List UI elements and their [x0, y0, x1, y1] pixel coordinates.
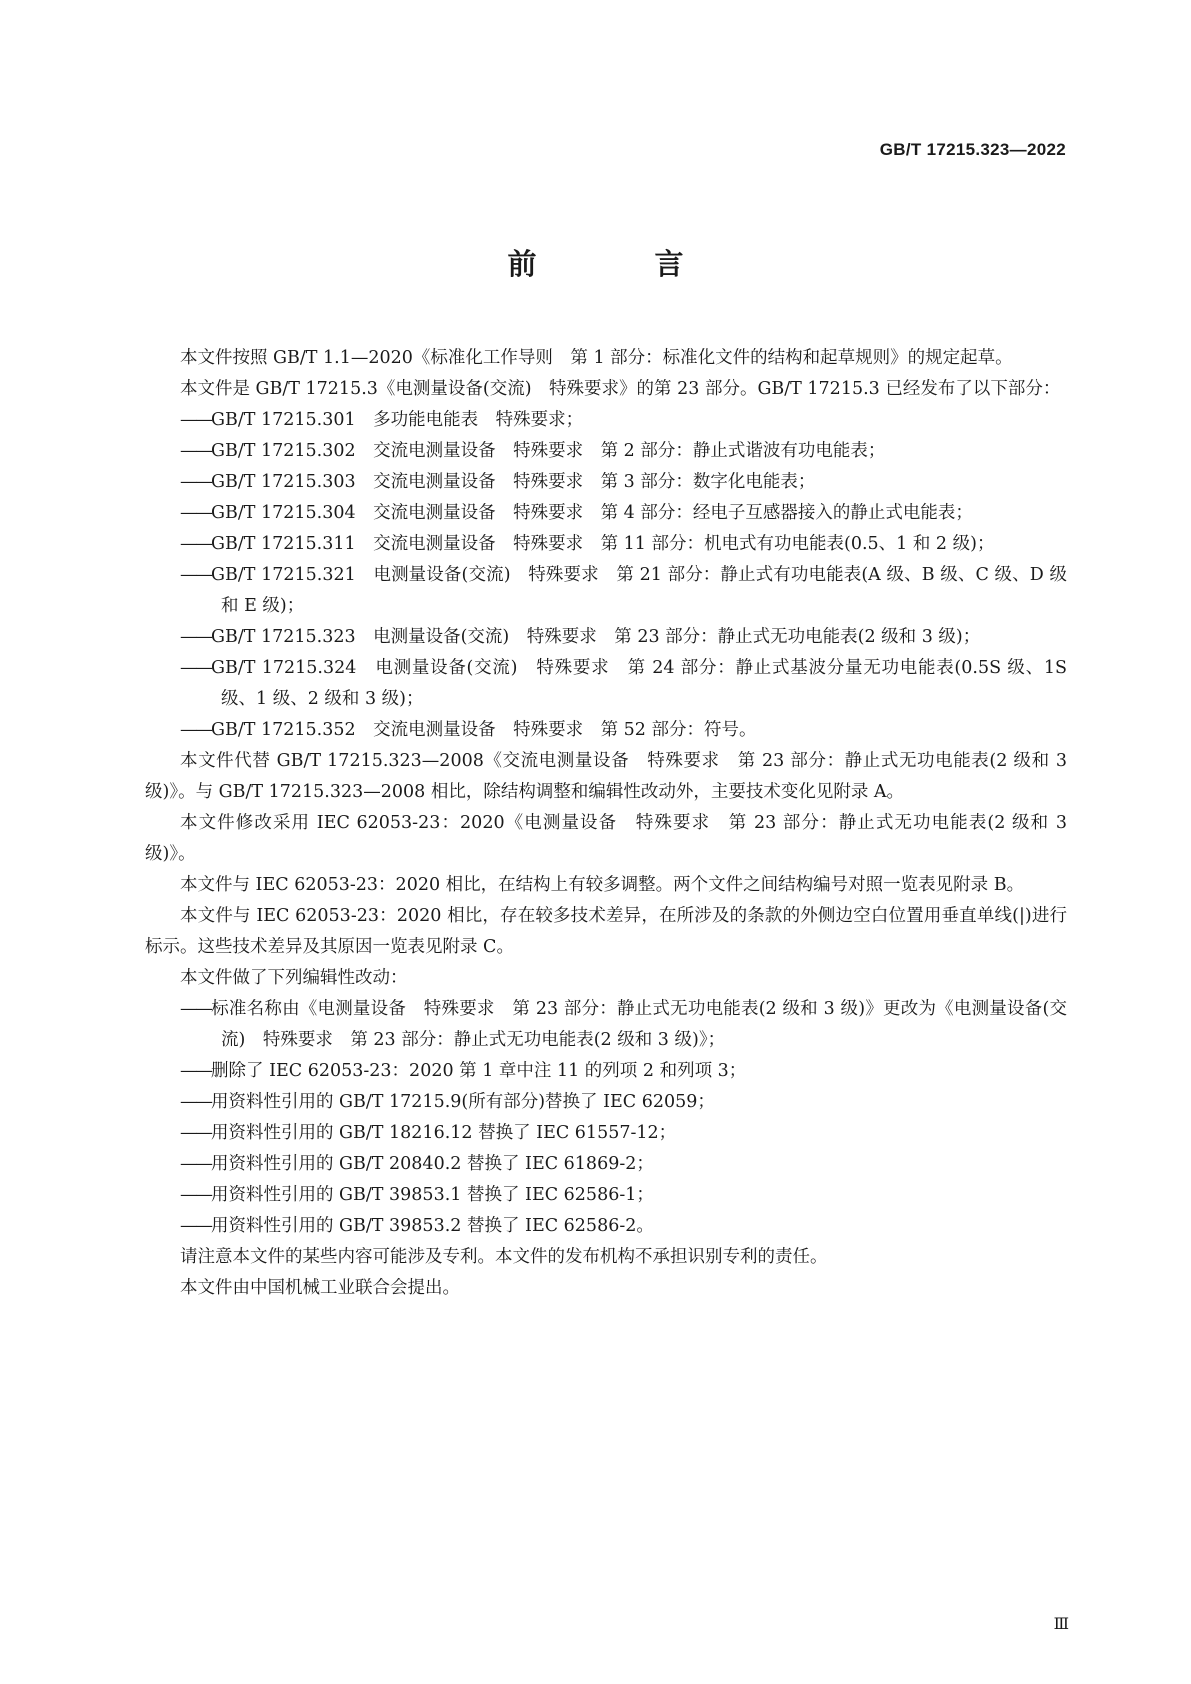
dash-marker: ——	[180, 503, 211, 523]
page-number: Ⅲ	[1053, 1614, 1069, 1633]
dash-marker: ——	[180, 441, 211, 461]
foreword-body	[145, 343, 1067, 1304]
list-item: ——用资料性引用的 GB/T 39853.2 替换了 IEC 62586-2。	[180, 1216, 654, 1236]
list-item: ——用资料性引用的 GB/T 18216.12 替换了 IEC 61557-12；	[180, 1123, 677, 1143]
dash-marker: ——	[180, 1216, 211, 1236]
dash-marker: ——	[180, 1154, 211, 1174]
dash-marker: ——	[180, 1185, 211, 1205]
paragraph-patent-notice: 请注意本文件的某些内容可能涉及专利。本文件的发布机构不承担识别专利的责任。	[180, 1247, 828, 1267]
list-item: ——用资料性引用的 GB/T 39853.1 替换了 IEC 62586-1；	[180, 1185, 654, 1205]
standard-code: GB/T 17215.323—2022	[879, 140, 1066, 159]
list-item: ——GB/T 17215.311 交流电测量设备 特殊要求 第 11 部分：机电式有功电能表(0.5、1 和 2 级)；	[180, 534, 995, 554]
list-item: ——删除了 IEC 62053-23：2020 第 1 章中注 11 的列项 2 和列项 3；	[180, 1061, 747, 1081]
dash-marker: ——	[180, 534, 211, 554]
paragraph-proposer: 本文件由中国机械工业联合会提出。	[180, 1278, 460, 1298]
list-item: ——GB/T 17215.324 电测量设备(交流) 特殊要求 第 24 部分：静止式基波分量无功电能表(0.5S 级、1S 级、1 级、2 级和 3 级)；	[180, 658, 1067, 709]
paragraph-adoption: 本文件修改采用 IEC 62053-23：2020《电测量设备 特殊要求 第 23 部分：静止式无功电能表(2 级和 3 级)》。	[145, 813, 1067, 864]
list-item: ——GB/T 17215.302 交流电测量设备 特殊要求 第 2 部分：静止式谐波有功电能表；	[180, 441, 886, 461]
list-item: ——GB/T 17215.323 电测量设备(交流) 特殊要求 第 23 部分：静止式无功电能表(2 级和 3 级)；	[180, 627, 981, 647]
list-item: ——GB/T 17215.352 交流电测量设备 特殊要求 第 52 部分：符号。	[180, 720, 757, 740]
paragraph-technical-differences: 本文件与 IEC 62053-23：2020 相比，存在较多技术差异，在所涉及的条款的外侧边空白位置用垂直单线(|)进行标示。这些技术差异及其原因一览表见附录 C。	[145, 906, 1067, 957]
paragraph-series-intro: 本文件是 GB/T 17215.3《电测量设备(交流) 特殊要求》的第 23 部分。GB/T 17215.3 已经发布了以下部分：	[180, 379, 1061, 399]
list-item: ——用资料性引用的 GB/T 17215.9(所有部分)替换了 IEC 62059；	[180, 1092, 715, 1112]
edits-list	[145, 994, 1067, 1242]
dash-marker: ——	[180, 999, 211, 1019]
paragraph-structure: 本文件与 IEC 62053-23：2020 相比，在结构上有较多调整。两个文件之间结构编号对照一览表见附录 B。	[180, 875, 1025, 895]
dash-marker: ——	[180, 720, 211, 740]
list-item: ——GB/T 17215.321 电测量设备(交流) 特殊要求 第 21 部分：静止式有功电能表(A 级、B 级、C 级、D 级和 E 级)；	[180, 565, 1067, 616]
list-item: ——标准名称由《电测量设备 特殊要求 第 23 部分：静止式无功电能表(2 级和 3 级)》更改为《电测量设备(交流) 特殊要求 第 23 部分：静止式无功电能表(2 级和 3 级)》；	[180, 999, 1067, 1050]
page-title: 前 言	[507, 247, 738, 281]
list-item: ——用资料性引用的 GB/T 20840.2 替换了 IEC 61869-2；	[180, 1154, 654, 1174]
paragraph-drafting-rules: 本文件按照 GB/T 1.1—2020《标准化工作导则 第 1 部分：标准化文件的结构和起草规则》的规定起草。	[180, 348, 1013, 368]
dash-marker: ——	[180, 472, 211, 492]
dash-marker: ——	[180, 658, 211, 678]
paragraph-editorial-intro: 本文件做了下列编辑性改动：	[180, 968, 408, 988]
list-item: ——GB/T 17215.303 交流电测量设备 特殊要求 第 3 部分：数字化电能表；	[180, 472, 816, 492]
dash-marker: ——	[180, 410, 211, 430]
parts-list	[145, 405, 1067, 746]
list-item: ——GB/T 17215.304 交流电测量设备 特殊要求 第 4 部分：经电子互感器接入的静止式电能表；	[180, 503, 973, 523]
dash-marker: ——	[180, 1092, 211, 1112]
dash-marker: ——	[180, 565, 211, 585]
dash-marker: ——	[180, 1061, 211, 1081]
dash-marker: ——	[180, 627, 211, 647]
dash-marker: ——	[180, 1123, 211, 1143]
list-item: ——GB/T 17215.301 多功能电能表 特殊要求；	[180, 410, 584, 430]
paragraph-replaces: 本文件代替 GB/T 17215.323—2008《交流电测量设备 特殊要求 第 23 部分：静止式无功电能表(2 级和 3 级)》。与 GB/T 17215.323—2008 相比，除结构调整和编辑性改动外，主要技术变化见附录 A。	[145, 751, 1067, 802]
